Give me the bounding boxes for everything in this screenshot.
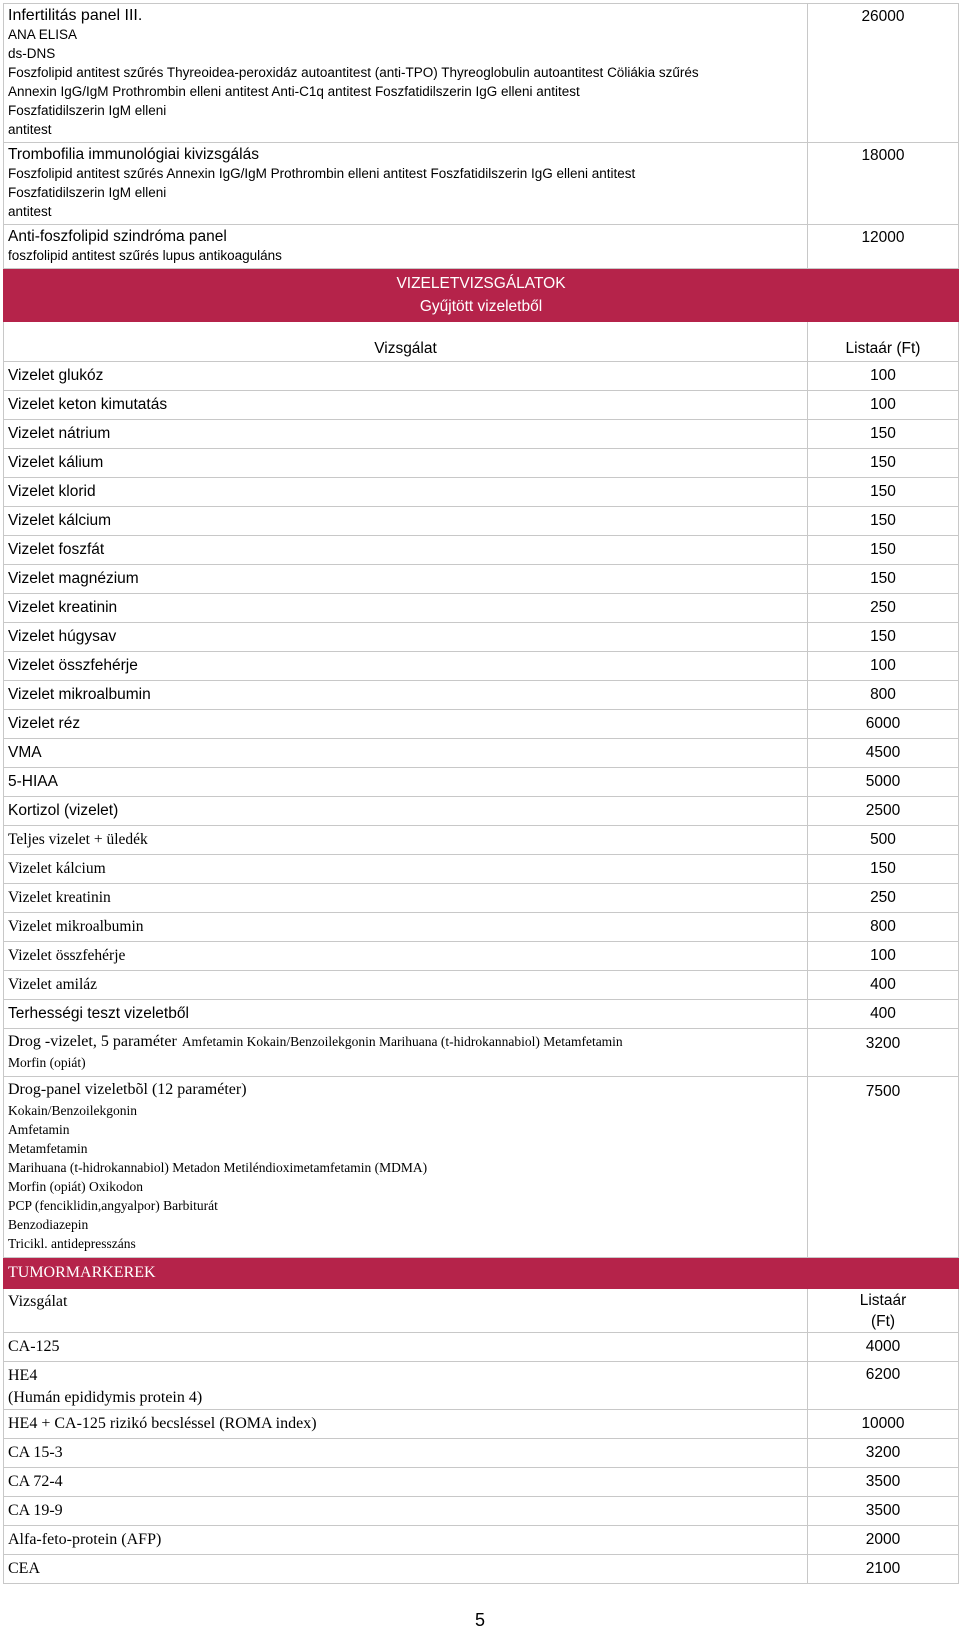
panel-title: Infertilitás panel III. — [8, 7, 143, 24]
table-row — [4, 536, 959, 565]
drug-panel-description — [4, 1077, 808, 1258]
urine-section-subtitle: Gyűjtött vizeletből — [419, 298, 543, 315]
table-row — [4, 797, 959, 826]
panel-price: 26000 — [808, 4, 959, 143]
test-price: 2100 — [808, 1555, 959, 1584]
test-price: 3500 — [808, 1497, 959, 1526]
drug-panel-line: Tricikl. antidepresszáns — [8, 1236, 136, 1251]
test-price: 250 — [808, 884, 959, 913]
panel-price: 12000 — [808, 225, 959, 269]
table-row — [4, 1555, 959, 1584]
table-row — [4, 1468, 959, 1497]
table-row — [4, 1526, 959, 1555]
panel-test-line: antitest — [8, 122, 52, 137]
test-price: 4500 — [808, 739, 959, 768]
panel-test-line: foszfolipid antitest szűrés lupus antikoaguláns — [8, 248, 282, 263]
test-price: 3200 — [808, 1439, 959, 1468]
test-name: Terhességi teszt vizeletből — [4, 1000, 808, 1029]
test-name: Vizelet nátrium — [4, 420, 808, 449]
panel-row — [4, 225, 959, 269]
tumor-section-title: TUMORMARKEREK — [4, 1258, 959, 1289]
test-name: CA 19-9 — [4, 1497, 808, 1526]
panel-description — [4, 143, 808, 225]
test-price: 150 — [808, 507, 959, 536]
test-price: 150 — [808, 420, 959, 449]
drug-panel-price: 7500 — [808, 1077, 959, 1258]
price-list-body — [4, 4, 959, 1584]
test-name: VMA — [4, 739, 808, 768]
test-name: Vizelet keton kimutatás — [4, 391, 808, 420]
test-name: Vizelet összfehérje — [4, 942, 808, 971]
test-name: CA 15-3 — [4, 1439, 808, 1468]
test-name: Vizelet mikroalbumin — [4, 913, 808, 942]
test-name: HE4 + CA-125 rizikó becsléssel (ROMA index) — [4, 1410, 808, 1439]
table-row — [4, 420, 959, 449]
panel-test-line: Foszfolipid antitest szűrés Thyreoidea-peroxidáz autoantitest (anti-TPO) Thyreoglobulin autoantitest Cöliákia szűrés — [8, 65, 699, 80]
test-name: Vizelet kreatinin — [4, 594, 808, 623]
test-price: 4000 — [808, 1333, 959, 1362]
table-row — [4, 739, 959, 768]
table-row — [4, 565, 959, 594]
table-row — [4, 1362, 959, 1410]
column-header-price — [808, 1289, 959, 1333]
test-name: CEA — [4, 1555, 808, 1584]
panel-test-line: Foszfatidilszerin IgM elleni — [8, 185, 167, 200]
test-name: Vizelet mikroalbumin — [4, 681, 808, 710]
panel-test-line: ANA ELISA — [8, 27, 78, 42]
column-header-test: Vizsgálat — [4, 1289, 808, 1333]
drug-panel-heading — [8, 1031, 803, 1053]
test-name: Vizelet glukóz — [4, 362, 808, 391]
table-row — [4, 623, 959, 652]
test-price: 10000 — [808, 1410, 959, 1439]
table-row — [4, 652, 959, 681]
test-price: 100 — [808, 652, 959, 681]
drug-panel-line: Morfin (opiát) Oxikodon — [8, 1179, 143, 1194]
panel-test-line: Foszfatidilszerin IgM elleni — [8, 103, 167, 118]
panel-test-line: Foszfolipid antitest szűrés Annexin IgG/IgM Prothrombin elleni antitest Foszfatidilszerin IgG elleni antitest — [8, 166, 636, 181]
test-price: 100 — [808, 362, 959, 391]
table-row — [4, 1410, 959, 1439]
column-header-price: Listaár (Ft) — [808, 322, 959, 362]
table-row — [4, 884, 959, 913]
test-name: Vizelet magnézium — [4, 565, 808, 594]
panel-price: 18000 — [808, 143, 959, 225]
test-name: Vizelet kreatinin — [4, 884, 808, 913]
drug-panel-row — [4, 1077, 959, 1258]
table-row — [4, 768, 959, 797]
test-price: 500 — [808, 826, 959, 855]
test-name: Vizelet foszfát — [4, 536, 808, 565]
drug-panel-title: Drog -vizelet, 5 paraméter — [8, 1033, 177, 1050]
drug-panel-line: PCP (fenciklidin,angyalpor) Barbiturát — [8, 1198, 218, 1213]
drug-panel-line: Benzodiazepin — [8, 1217, 89, 1232]
test-name: Vizelet klorid — [4, 478, 808, 507]
test-name-block — [4, 1362, 808, 1410]
test-price: 2000 — [808, 1526, 959, 1555]
panel-test-line: antitest — [8, 204, 52, 219]
test-name: CA 72-4 — [4, 1468, 808, 1497]
test-name: Vizelet kálcium — [4, 507, 808, 536]
table-row — [4, 855, 959, 884]
test-name: Vizelet összfehérje — [4, 652, 808, 681]
table-row — [4, 507, 959, 536]
table-row — [4, 449, 959, 478]
panel-description — [4, 225, 808, 269]
test-price: 400 — [808, 971, 959, 1000]
drug-panel-price: 3200 — [808, 1029, 959, 1077]
table-row — [4, 971, 959, 1000]
price-list-table — [3, 3, 959, 1584]
drug-panel-description — [4, 1029, 808, 1077]
column-header-price-line2: (Ft) — [870, 1313, 896, 1330]
table-row — [4, 1439, 959, 1468]
urine-section-band — [4, 269, 959, 322]
tumor-column-header — [4, 1289, 959, 1333]
test-price: 3500 — [808, 1468, 959, 1497]
test-price: 800 — [808, 681, 959, 710]
test-name: Vizelet kálium — [4, 449, 808, 478]
drug-panel-line: Amfetamin — [8, 1122, 70, 1137]
test-name: HE4 — [8, 1367, 38, 1384]
table-row — [4, 391, 959, 420]
test-price: 150 — [808, 449, 959, 478]
panel-title: Trombofilia immunológiai kivizsgálás — [8, 146, 259, 163]
table-row — [4, 362, 959, 391]
test-price: 150 — [808, 565, 959, 594]
table-row — [4, 942, 959, 971]
test-price: 400 — [808, 1000, 959, 1029]
test-name: Vizelet kálcium — [4, 855, 808, 884]
test-price: 150 — [808, 536, 959, 565]
test-price: 800 — [808, 913, 959, 942]
table-row — [4, 1000, 959, 1029]
panel-description — [4, 4, 808, 143]
test-name: Teljes vizelet + üledék — [4, 826, 808, 855]
panel-title: Anti-foszfolipid szindróma panel — [8, 228, 227, 245]
drug-panel-title: Drog-panel vizeletbõl (12 paraméter) — [8, 1081, 247, 1098]
table-row — [4, 1497, 959, 1526]
test-name: Vizelet amiláz — [4, 971, 808, 1000]
urine-column-header — [4, 322, 959, 362]
panel-row — [4, 143, 959, 225]
drug-panel-line: Metamfetamin — [8, 1141, 88, 1156]
urine-section-header — [4, 269, 959, 322]
test-name: 5-HIAA — [4, 768, 808, 797]
column-header-test: Vizsgálat — [4, 322, 808, 362]
tumor-section-header — [4, 1258, 959, 1289]
test-price: 150 — [808, 478, 959, 507]
table-row — [4, 681, 959, 710]
test-price: 100 — [808, 942, 959, 971]
test-name: Alfa-feto-protein (AFP) — [4, 1526, 808, 1555]
test-name: CA-125 — [4, 1333, 808, 1362]
page-number: 5 — [474, 1610, 485, 1630]
table-row — [4, 1333, 959, 1362]
test-name-sub: (Humán epididymis protein 4) — [8, 1389, 203, 1406]
panel-test-line: Annexin IgG/IgM Prothrombin elleni antitest Anti-C1q antitest Foszfatidilszerin IgG elleni antitest — [8, 84, 580, 99]
test-name: Kortizol (vizelet) — [4, 797, 808, 826]
test-price: 6200 — [808, 1362, 959, 1410]
test-price: 100 — [808, 391, 959, 420]
test-name: Vizelet réz — [4, 710, 808, 739]
panel-test-line: ds-DNS — [8, 46, 56, 61]
test-price: 150 — [808, 623, 959, 652]
test-price: 6000 — [808, 710, 959, 739]
drug-panel-line: Marihuana (t-hidrokannabiol) Metadon Metiléndioximetamfetamin (MDMA) — [8, 1160, 428, 1175]
test-price: 150 — [808, 855, 959, 884]
test-price: 2500 — [808, 797, 959, 826]
column-header-price-line1: Listaár — [859, 1292, 907, 1309]
test-name: Vizelet húgysav — [4, 623, 808, 652]
drug-panel-heading — [8, 1079, 803, 1101]
test-price: 250 — [808, 594, 959, 623]
panel-row — [4, 4, 959, 143]
urine-section-title: VIZELETVIZSGÁLATOK — [396, 275, 566, 292]
drug-panel-line: Kokain/Benzoilekgonin — [8, 1103, 137, 1118]
table-row — [4, 826, 959, 855]
table-row — [4, 594, 959, 623]
drug-panel-line: Morfin (opiát) — [8, 1055, 86, 1070]
table-row — [4, 913, 959, 942]
drug-panel-inline: Amfetamin Kokain/Benzoilekgonin Marihuana (t-hidrokannabiol) Metamfetamin — [181, 1034, 623, 1049]
table-row — [4, 710, 959, 739]
drug-panel-row — [4, 1029, 959, 1077]
test-price: 5000 — [808, 768, 959, 797]
table-row — [4, 478, 959, 507]
